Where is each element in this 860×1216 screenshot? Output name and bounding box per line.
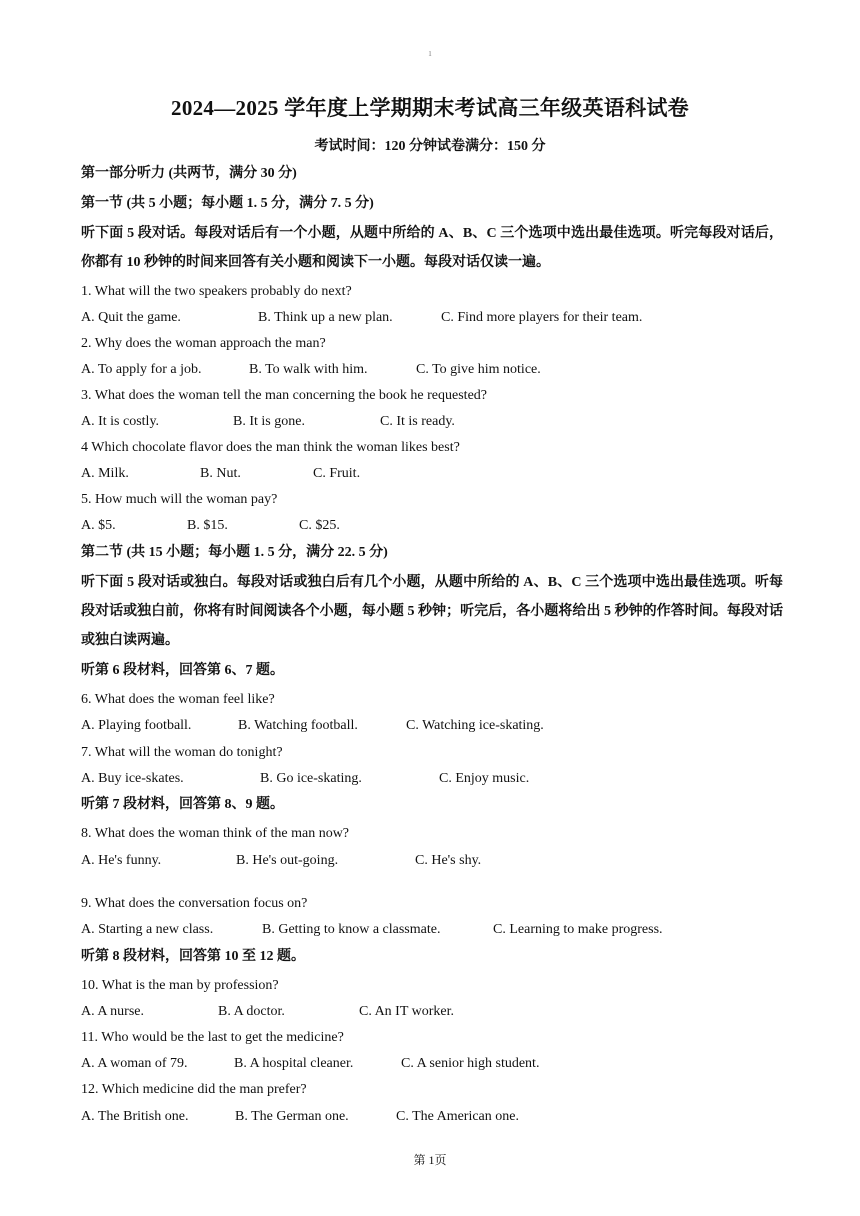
question-11: 11. Who would be the last to get the medicine? [81,1030,344,1045]
option-b: B. A hospital cleaner. [234,1056,354,1071]
option-b: B. $15. [187,518,228,533]
question-4: 4 Which chocolate flavor does the man think the woman likes best? [81,440,460,455]
material-7-heading: 听第 7 段材料，回答第 8、9 题。 [81,797,284,812]
section2-heading: 第二节 (共 15 小题；每小题 1. 5 分，满分 22. 5 分) [81,545,388,560]
question-7: 7. What will the woman do tonight? [81,745,283,760]
page-mark: 1 [428,50,432,58]
question-6: 6. What does the woman feel like? [81,692,275,707]
exam-title: 2024—2025 学年度上学期期末考试高三年级英语科试卷 [171,96,689,120]
option-c: C. Learning to make progress. [493,922,663,937]
question-9: 9. What does the conversation focus on? [81,896,308,911]
option-a: A. To apply for a job. [81,362,202,377]
option-c: C. Fruit. [313,466,361,481]
question-2: 2. Why does the woman approach the man? [81,336,326,351]
option-c: C. Enjoy music. [439,771,530,786]
question-10: 10. What is the man by profession? [81,978,279,993]
option-c: C. An IT worker. [359,1004,455,1019]
option-b: B. Go ice-skating. [260,771,362,786]
section2-instruction: 听下面 5 段对话或独白。每段对话或独白后有几个小题，从题中所给的 A、B、C 三个选项中选出最佳选项。听每段对话或独白前，你将有时间阅读各个小题，每小题 5 秒钟；听完后，各小题将给出 5 秒钟的作答时间。每段对话或独白读两遍。 [81,575,783,648]
option-b: B. He's out-going. [236,853,339,868]
option-b: B. A doctor. [218,1004,285,1019]
option-b: B. Watching football. [238,718,358,733]
option-c: C. A senior high student. [401,1056,540,1071]
section1-instruction: 听下面 5 段对话。每段对话后有一个小题，从题中所给的 A、B、C 三个选项中选出最佳选项。听完每段对话后，你都有 10 秒钟的时间来回答有关小题和阅读下一小题。每段对话仅读一遍。 [81,226,783,270]
option-a: A. Playing football. [81,718,192,733]
option-a: A. He's funny. [81,853,162,868]
page-footer: 第 1页 [413,1153,447,1167]
option-a: A. A woman of 79. [81,1056,188,1071]
section1-heading: 第一节 (共 5 小题；每小题 1. 5 分，满分 7. 5 分) [81,196,374,211]
option-c: C. Watching ice-skating. [406,718,544,733]
option-a: A. Milk. [81,466,129,481]
option-a: A. It is costly. [81,414,160,429]
question-5: 5. How much will the woman pay? [81,492,278,507]
exam-subtitle: 考试时间：120 分钟试卷满分：150 分 [314,139,546,154]
option-c: C. Find more players for their team. [441,310,643,325]
option-c: C. To give him notice. [416,362,541,377]
option-a: A. Quit the game. [81,310,181,325]
option-b: B. Nut. [200,466,241,481]
question-8: 8. What does the woman think of the man now? [81,826,350,841]
material-8-heading: 听第 8 段材料，回答第 10 至 12 题。 [81,949,305,964]
option-a: A. Starting a new class. [81,922,214,937]
question-12: 12. Which medicine did the man prefer? [81,1082,307,1097]
option-c: C. $25. [299,518,340,533]
option-c: C. The American one. [396,1109,519,1124]
option-b: B. The German one. [235,1109,349,1124]
option-a: A. Buy ice-skates. [81,771,184,786]
part1-heading: 第一部分听力 (共两节，满分 30 分) [81,166,297,181]
material-6-heading: 听第 6 段材料，回答第 6、7 题。 [81,663,284,678]
question-1: 1. What will the two speakers probably do next? [81,284,352,299]
option-a: A. $5. [81,518,116,533]
option-b: B. Getting to know a classmate. [262,922,441,937]
option-b: B. Think up a new plan. [258,310,393,325]
question-3: 3. What does the woman tell the man concerning the book he requested? [81,388,487,403]
option-a: A. The British one. [81,1109,189,1124]
option-b: B. It is gone. [233,414,305,429]
option-a: A. A nurse. [81,1004,144,1019]
option-c: C. It is ready. [380,414,455,429]
option-b: B. To walk with him. [249,362,368,377]
option-c: C. He's shy. [415,853,482,868]
